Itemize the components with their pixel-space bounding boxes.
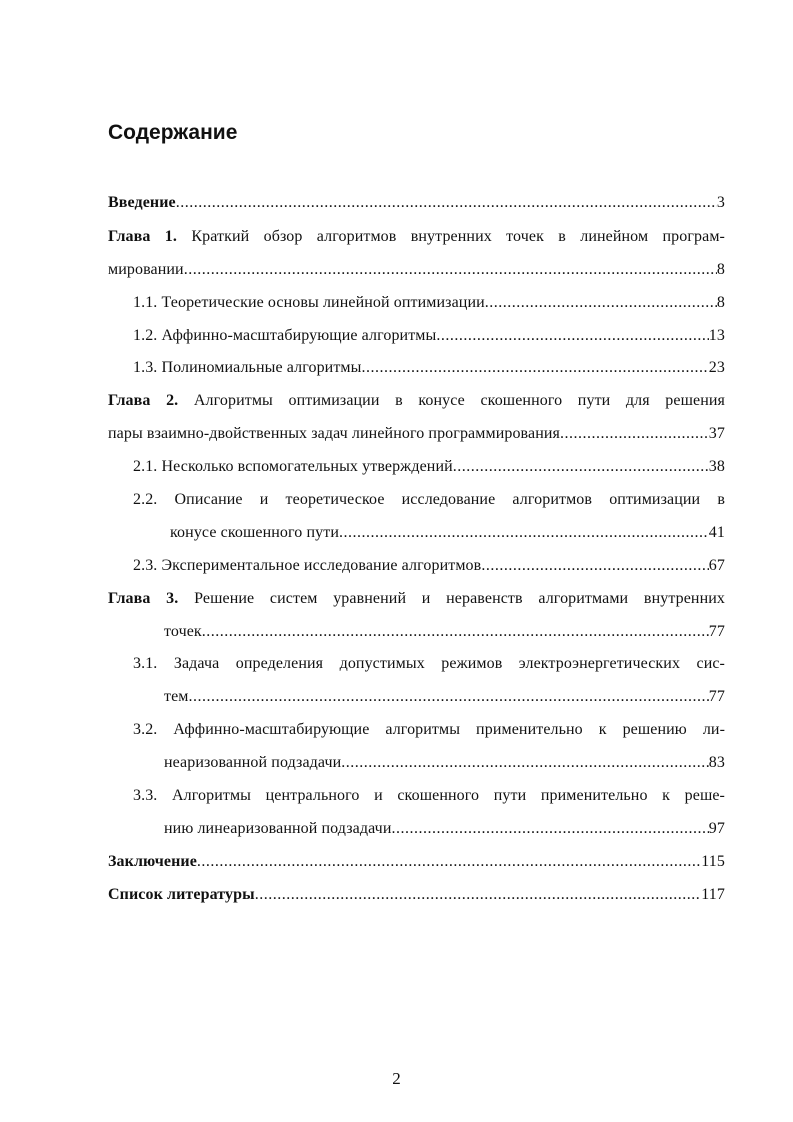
toc-label: Заключение — [108, 853, 197, 870]
toc-page-number: 38 — [708, 458, 725, 475]
toc-entry-chapter-3[interactable] — [108, 588, 725, 610]
toc-entry-section-2-2[interactable] — [133, 489, 725, 511]
toc-leader-dots — [391, 818, 708, 840]
toc-entry-section-3-3-cont[interactable] — [164, 818, 725, 840]
toc-page-number: 115 — [701, 853, 725, 870]
toc-leader-dots — [485, 292, 717, 314]
chapter-title-line-1: Краткий обзор алгоритмов внутренних точек в линейном програм- — [191, 228, 725, 245]
section-title-line-2: нию линеаризованной подзадачи — [164, 820, 392, 837]
toc-entry-chapter-1-cont[interactable] — [108, 259, 725, 281]
toc-leader-dots — [255, 884, 702, 906]
toc-leader-dots — [202, 621, 709, 643]
toc-page-number: 77 — [708, 623, 725, 640]
page-title: Содержание — [108, 121, 238, 144]
toc-entry-section-2-3[interactable] — [133, 555, 725, 577]
toc-entry-section-3-1[interactable] — [133, 653, 725, 675]
section-title-line-1: 3.3. Алгоритмы центрального и скошенного пути применительно к реше- — [133, 787, 725, 804]
toc-leader-dots — [560, 423, 709, 445]
chapter-prefix: Глава 2. — [108, 392, 179, 409]
toc-leader-dots — [176, 192, 717, 214]
section-title-line-1: 2.2. Описание и теоретическое исследование алгоритмов оптимизации в — [133, 491, 725, 508]
toc-entry-chapter-2-cont[interactable] — [108, 423, 725, 445]
toc-leader-dots — [339, 522, 709, 544]
toc-entry-section-3-3[interactable] — [133, 785, 725, 807]
toc-label: 1.3. Полиномиальные алгоритмы — [133, 359, 362, 376]
toc-page-number: 37 — [708, 425, 725, 442]
toc-leader-dots — [362, 357, 709, 379]
section-title-line-2: неаризованной подзадачи — [164, 754, 342, 771]
toc-entry-section-1-3[interactable] — [133, 357, 725, 379]
toc-entry-section-1-2[interactable] — [133, 325, 725, 347]
chapter-title-line-1: Алгоритмы оптимизации в конусе скошенного пути для решения — [193, 392, 725, 409]
toc-entry-section-1-1[interactable] — [133, 292, 725, 314]
toc-leader-dots — [341, 752, 709, 774]
toc-page-number: 67 — [708, 557, 725, 574]
chapter-title-line-2: пары взаимно-двойственных задач линейного программирования — [108, 425, 560, 442]
toc-label: Введение — [108, 194, 176, 211]
chapter-prefix: Глава 1. — [108, 228, 178, 245]
toc-leader-dots — [453, 456, 709, 478]
toc-label: 1.2. Аффинно-масштабирующие алгоритмы — [133, 327, 437, 344]
toc-entry-conclusion[interactable] — [108, 851, 725, 873]
toc-page-number: 3 — [716, 194, 725, 211]
toc-page-number: 8 — [716, 294, 725, 311]
toc-label: 2.3. Экспериментальное исследование алгоритмов — [133, 557, 482, 574]
chapter-title-line-2: мировании — [108, 261, 184, 278]
toc-page-number: 41 — [708, 524, 725, 541]
page-number: 2 — [392, 1069, 401, 1088]
chapter-title-line-1: Решение систем уравнений и неравенств алгоритмами внутренних — [194, 590, 726, 607]
toc-entry-section-2-1[interactable] — [133, 456, 725, 478]
toc-label: 1.1. Теоретические основы линейной оптимизации — [133, 294, 485, 311]
section-title-line-1: 3.2. Аффинно-масштабирующие алгоритмы применительно к решению ли- — [133, 721, 725, 738]
toc-page-number: 23 — [708, 359, 725, 376]
toc-page-number: 77 — [708, 688, 725, 705]
section-title-line-2: конусе скошенного пути — [170, 524, 340, 541]
toc-entry-section-3-1-cont[interactable] — [164, 686, 725, 708]
toc-leader-dots — [189, 686, 709, 708]
toc-page-number: 8 — [716, 261, 725, 278]
toc-leader-dots — [481, 555, 708, 577]
section-title-line-2: тем — [164, 688, 189, 705]
toc-entry-intro[interactable] — [108, 192, 725, 214]
toc-entry-references[interactable] — [108, 884, 725, 906]
toc-entry-section-2-2-cont[interactable] — [170, 522, 725, 544]
toc-entry-section-3-2[interactable] — [133, 719, 725, 741]
section-title-line-1: 3.1. Задача определения допустимых режимов электроэнергетических сис- — [133, 655, 725, 672]
chapter-prefix: Глава 3. — [108, 590, 179, 607]
toc-leader-dots — [184, 259, 717, 281]
toc-entry-chapter-2[interactable] — [108, 390, 725, 412]
toc-page-number: 97 — [708, 820, 725, 837]
toc-label: 2.1. Несколько вспомогательных утверждений — [133, 458, 453, 475]
toc-page-number: 13 — [708, 327, 725, 344]
toc-entry-section-3-2-cont[interactable] — [164, 752, 725, 774]
chapter-title-line-2: точек — [164, 623, 202, 640]
toc-label: Список литературы — [108, 886, 255, 903]
toc-entry-chapter-1[interactable] — [108, 226, 725, 248]
toc-entry-chapter-3-cont[interactable] — [164, 621, 725, 643]
toc-page-number: 117 — [701, 886, 725, 903]
toc-leader-dots — [197, 851, 701, 873]
toc-page-number: 83 — [708, 754, 725, 771]
toc-leader-dots — [436, 325, 708, 347]
